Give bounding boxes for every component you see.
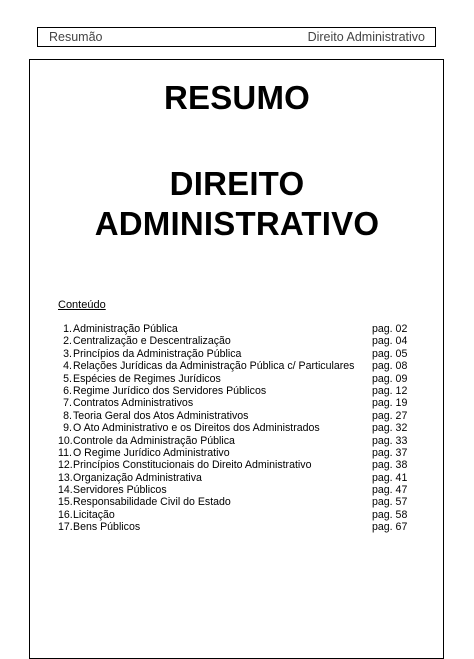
toc-item	[58, 435, 413, 447]
toc-item-number: 8.	[63, 409, 72, 422]
toc-item-label: O Regime Jurídico Administrativo	[73, 446, 230, 459]
toc-item-number: 13.	[58, 471, 73, 484]
toc-item-page: pag. 57	[372, 496, 408, 509]
toc-item	[58, 484, 413, 496]
toc-item-label: Bens Públicos	[73, 521, 141, 534]
header-left-text: Resumão	[49, 30, 103, 44]
toc-item-number: 7.	[63, 397, 72, 410]
toc-item-page: pag. 12	[372, 384, 408, 397]
toc-item-page: pag. 58	[372, 508, 408, 521]
toc-item-number: 10.	[58, 434, 73, 447]
toc-item-label: Princípios Constitucionais do Direito Administrativo	[73, 459, 312, 472]
toc-item-label: Contratos Administrativos	[73, 397, 194, 410]
toc-item-label: Teoria Geral dos Atos Administrativos	[73, 409, 249, 422]
toc-item-page: pag. 32	[372, 422, 408, 435]
toc-item-label: Servidores Públicos	[73, 484, 167, 497]
toc-item-number: 3.	[63, 347, 72, 360]
toc-item-number: 2.	[63, 335, 72, 348]
toc-item-label: Centralização e Descentralização	[73, 335, 231, 348]
toc-item-label: Licitação	[73, 508, 115, 521]
toc-item	[58, 422, 413, 434]
toc-item-label: Responsabilidade Civil do Estado	[73, 496, 231, 509]
toc-item-number: 1.	[63, 323, 72, 335]
toc-item	[58, 459, 413, 471]
toc-item-page: pag. 04	[372, 335, 408, 348]
toc-item	[58, 509, 413, 521]
title-administrativo: ADMINISTRATIVO	[94, 205, 380, 242]
toc-item-number: 4.	[63, 360, 72, 373]
toc-item-number: 14.	[58, 484, 73, 497]
toc-item	[58, 521, 413, 533]
toc-item-number: 16.	[58, 508, 73, 521]
toc-item-page: pag. 05	[372, 347, 408, 360]
toc-item	[58, 323, 413, 335]
toc-item	[58, 496, 413, 508]
toc-item	[58, 447, 413, 459]
toc-item-page: pag. 27	[372, 409, 408, 422]
toc-item-number: 15.	[58, 496, 73, 509]
footer-partial-text	[49, 625, 409, 635]
toc-item-page: pag. 08	[372, 360, 408, 373]
toc-item-number: 12.	[58, 459, 73, 472]
toc-item-page: pag. 67	[372, 521, 408, 534]
toc-item-label: Administração Pública	[73, 323, 178, 335]
toc-item-label: Regime Jurídico dos Servidores Públicos	[73, 384, 267, 397]
toc-item-page: pag. 47	[372, 484, 408, 497]
toc-item-number: 6.	[63, 384, 72, 397]
toc-item-label: Relações Jurídicas da Administração Pública c/ Particulares	[73, 360, 355, 373]
toc-item-page: pag. 37	[372, 446, 408, 459]
toc-item-label: Espécies de Regimes Jurídicos	[73, 372, 221, 385]
toc-item	[58, 373, 413, 385]
toc-item	[58, 360, 413, 372]
toc-item-label: Controle da Administração Pública	[73, 434, 235, 447]
document-header	[37, 27, 436, 47]
toc-item-page: pag. 41	[372, 471, 408, 484]
toc-item	[58, 385, 413, 397]
toc-item-label: Princípios da Administração Pública	[73, 347, 242, 360]
header-right-text: Direito Administrativo	[307, 30, 425, 44]
toc-item	[58, 335, 413, 347]
toc-item-number: 9.	[63, 422, 72, 435]
toc-item	[58, 472, 413, 484]
toc-item	[58, 348, 413, 360]
toc-item-label: Organização Administrativa	[73, 471, 202, 484]
toc-item-number: 5.	[63, 372, 72, 385]
toc-item-page: pag. 19	[372, 397, 408, 410]
toc-item	[58, 397, 413, 409]
toc-item-page: pag. 38	[372, 459, 408, 472]
toc-item-label: O Ato Administrativo e os Direitos dos Administrados	[73, 422, 320, 435]
toc-item-number: 11.	[58, 446, 72, 459]
contents-heading: Conteúdo	[58, 299, 106, 311]
title-resumo: RESUMO	[163, 79, 311, 116]
toc-item-page: pag. 02	[372, 323, 408, 335]
table-of-contents	[58, 323, 413, 534]
toc-item-page: pag. 09	[372, 372, 408, 385]
toc-item	[58, 410, 413, 422]
title-direito: DIREITO	[169, 165, 305, 202]
toc-item-page: pag. 33	[372, 434, 408, 447]
toc-item-number: 17.	[58, 521, 73, 534]
